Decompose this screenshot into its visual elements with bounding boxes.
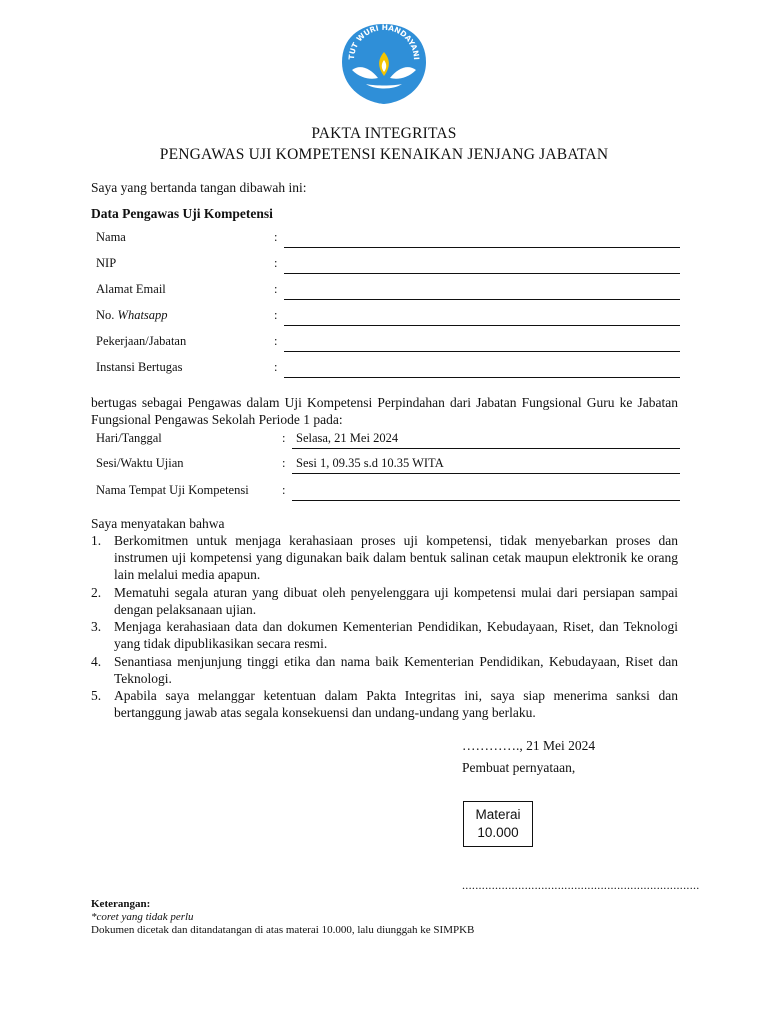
document-subtitle: PENGAWAS UJI KOMPETENSI KENAIKAN JENJANG JABATAN: [159, 146, 609, 163]
fill-line[interactable]: [284, 299, 680, 300]
fill-line[interactable]: [292, 473, 680, 474]
field-hari-tanggal: [96, 431, 680, 457]
field-email: [96, 282, 680, 308]
list-item: [91, 653, 678, 687]
document-title: PAKTA INTEGRITAS: [311, 125, 457, 142]
item-text: Apabila saya melanggar ketentuan dalam Pakta Integritas ini, saya siap menerima sanksi dan bertanggung jawab atas segala konsekuensi dan undang-undang yang berlaku.: [114, 688, 678, 720]
item-text: Menjaga kerahasiaan data dan dokumen Kementerian Pendidikan, Kebudayaan, Riset, dan Teknologi yang tidak dipublikasikan secara resmi.: [114, 619, 678, 651]
item-number: 1.: [91, 533, 102, 548]
field-colon: :: [282, 456, 286, 470]
fill-line[interactable]: [284, 351, 680, 352]
field-colon: :: [274, 282, 278, 296]
field-whatsapp: [96, 308, 680, 334]
field-colon: :: [282, 483, 286, 497]
field-colon: :: [274, 230, 278, 244]
field-colon: :: [274, 334, 278, 348]
field-label: Instansi Bertugas: [96, 360, 183, 374]
svg-text:TUT WURI HANDAYANI: TUT WURI HANDAYANI: [346, 22, 422, 61]
list-item: [91, 532, 678, 583]
statement-intro: Saya menyatakan bahwa: [91, 516, 225, 531]
field-tempat: [96, 483, 680, 509]
fill-line[interactable]: [292, 500, 680, 501]
list-item: [91, 687, 678, 721]
field-label: Sesi/Waktu Ujian: [96, 456, 184, 470]
notes-line-2: Dokumen dicetak dan ditandatangan di atas materai 10.000, lalu diunggah ke SIMPKB: [91, 924, 475, 936]
item-text: Senantiasa menjunjung tinggi etika dan nama baik Kementerian Pendidikan, Kebudayaan, Riset dan Teknologi.: [114, 653, 678, 686]
item-text: Mematuhi segala aturan yang dibuat oleh penyelenggara uji kompetensi mulai dari persiapan sampai dengan pelaksanaan ujian.: [114, 584, 678, 617]
field-colon: :: [282, 431, 286, 445]
fill-line[interactable]: [284, 325, 680, 326]
field-label: Alamat Email: [96, 282, 166, 296]
field-pekerjaan: [96, 334, 680, 360]
fill-line[interactable]: [284, 247, 680, 248]
field-colon: :: [274, 360, 278, 374]
field-label: NIP: [96, 256, 117, 270]
field-label: Nama Tempat Uji Kompetensi: [96, 483, 249, 497]
field-label: No. Whatsapp: [96, 308, 168, 322]
item-number: 4.: [91, 653, 102, 669]
intro-text: Saya yang bertanda tangan dibawah ini:: [91, 180, 307, 195]
field-value: Sesi 1, 09.35 s.d 10.35 WITA: [296, 456, 444, 470]
field-label: Pekerjaan/Jabatan: [96, 334, 187, 348]
field-sesi-waktu: [96, 456, 680, 482]
item-number: 3.: [91, 619, 102, 634]
field-nip: [96, 256, 680, 282]
tut-wuri-handayani-logo: [336, 20, 432, 106]
notes-line-1: *coret yang tidak perlu: [91, 911, 194, 923]
item-number: 5.: [91, 688, 102, 703]
fill-line[interactable]: [284, 273, 680, 274]
field-colon: :: [274, 256, 278, 270]
list-item: [91, 584, 678, 618]
signature-maker: Pembuat pernyataan,: [462, 760, 576, 775]
stamp-value: 10.000: [477, 825, 519, 840]
field-value: Selasa, 21 Mei 2024: [296, 431, 399, 445]
item-number: 2.: [91, 584, 102, 600]
field-instansi: [96, 360, 680, 386]
field-label: Hari/Tanggal: [96, 431, 162, 445]
duty-text: bertugas sebagai Pengawas dalam Uji Kompetensi Perpindahan dari Jabatan Fungsional Guru ke Jabatan Fungsional Pengawas Sekolah Periode 1 pada:: [91, 395, 678, 427]
field-label: Nama: [96, 230, 126, 244]
notes-title: Keterangan:: [91, 898, 151, 910]
signature-line[interactable]: ........................................................................: [462, 878, 700, 892]
materai-stamp-box: [463, 801, 533, 847]
fill-line[interactable]: [292, 448, 680, 449]
stamp-label: Materai: [475, 807, 521, 822]
list-item: [91, 618, 678, 652]
fill-line[interactable]: [284, 377, 680, 378]
section-title: Data Pengawas Uji Kompetensi: [91, 206, 273, 221]
field-nama: [96, 230, 680, 256]
field-colon: :: [274, 308, 278, 322]
item-text: Berkomitmen untuk menjaga kerahasiaan proses uji kompetensi, tidak menyebarkan proses dan instrumen uji kompetensi yang digunakan baik dalam bentuk salinan cetak maupun elektronik ke orang lain melalui media apapun.: [114, 533, 678, 582]
signature-date: …………., 21 Mei 2024: [462, 738, 596, 753]
statement-list: [91, 532, 678, 722]
